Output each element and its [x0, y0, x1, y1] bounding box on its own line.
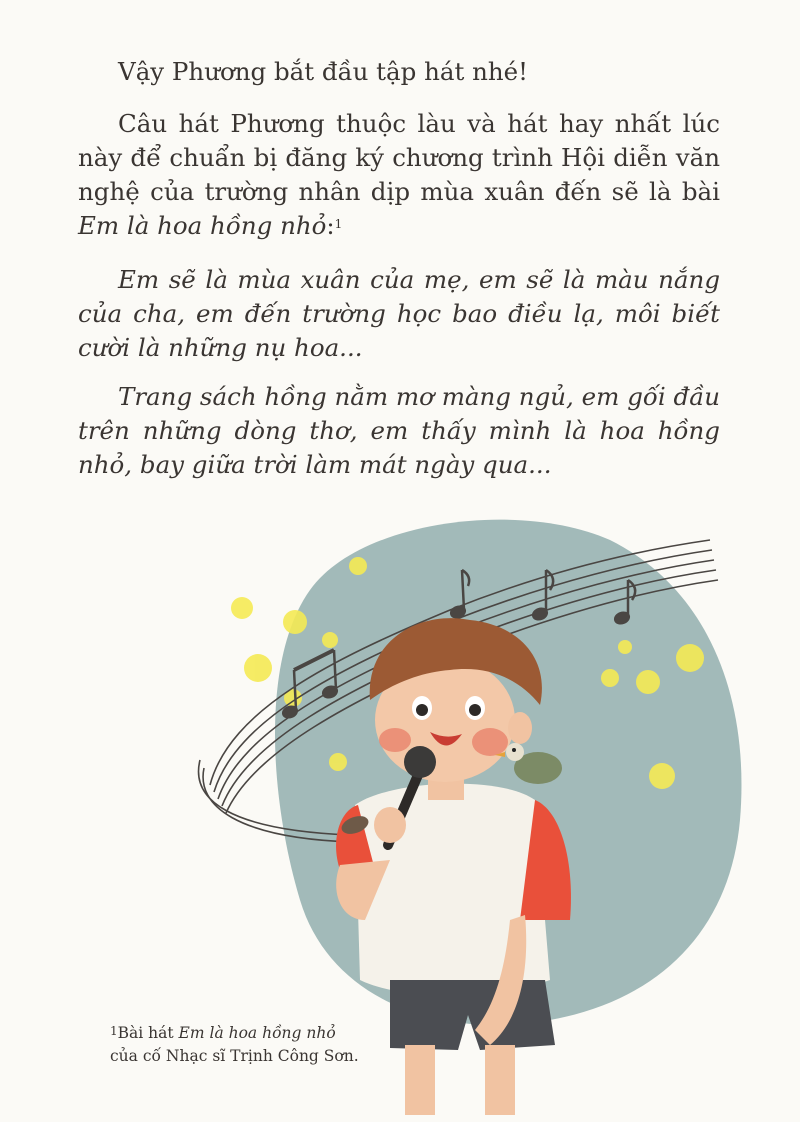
- footnote-line-1: [110, 1022, 390, 1045]
- song-title: Em là hoa hồng nhỏ: [78, 211, 327, 240]
- paragraph-2-text: [78, 107, 720, 243]
- right-cheek: [472, 728, 508, 756]
- right-leg: [485, 1045, 515, 1115]
- ear: [508, 712, 532, 744]
- paragraph-1: [78, 55, 720, 89]
- lyric-1-text: Em sẽ là mùa xuân của mẹ, em sẽ là màu nắng của cha, em đến trường học bao điều lạ, môi biết cười là những nụ hoa...: [78, 265, 720, 362]
- hand: [374, 807, 406, 843]
- paragraph-2: [78, 107, 720, 243]
- lyric-stanza-1: [78, 263, 720, 365]
- shorts: [390, 980, 555, 1050]
- footnote-line-2: của cố Nhạc sĩ Trịnh Công Sơn.: [110, 1047, 359, 1065]
- lyric-2-text: Trang sách hồng nằm mơ màng ngủ, em gối đầu trên những dòng thơ, em thấy mình là hoa hồng nhỏ, bay giữa trời làm mát ngày qua...: [78, 382, 720, 479]
- lyric-stanza-2: [78, 380, 720, 482]
- paragraph-2-body: Câu hát Phương thuộc làu và hát hay nhất lúc này để chuẩn bị đăng ký chương trình Hội diễn văn nghệ của trường nhân dịp mùa xuân đến sẽ là bài: [78, 109, 720, 206]
- footnote-prefix: Bài hát: [117, 1024, 179, 1042]
- left-leg: [405, 1045, 435, 1115]
- footnote: [110, 1022, 390, 1068]
- left-cheek: [379, 728, 411, 752]
- footnote-ref: 1: [334, 217, 343, 231]
- paragraph-2-punct: :: [326, 211, 335, 240]
- footnote-song: Em là hoa hồng nhỏ: [178, 1024, 336, 1042]
- footnote-marker: 1: [110, 1024, 118, 1038]
- paragraph-1-text: Vậy Phương bắt đầu tập hát nhé!: [118, 57, 529, 86]
